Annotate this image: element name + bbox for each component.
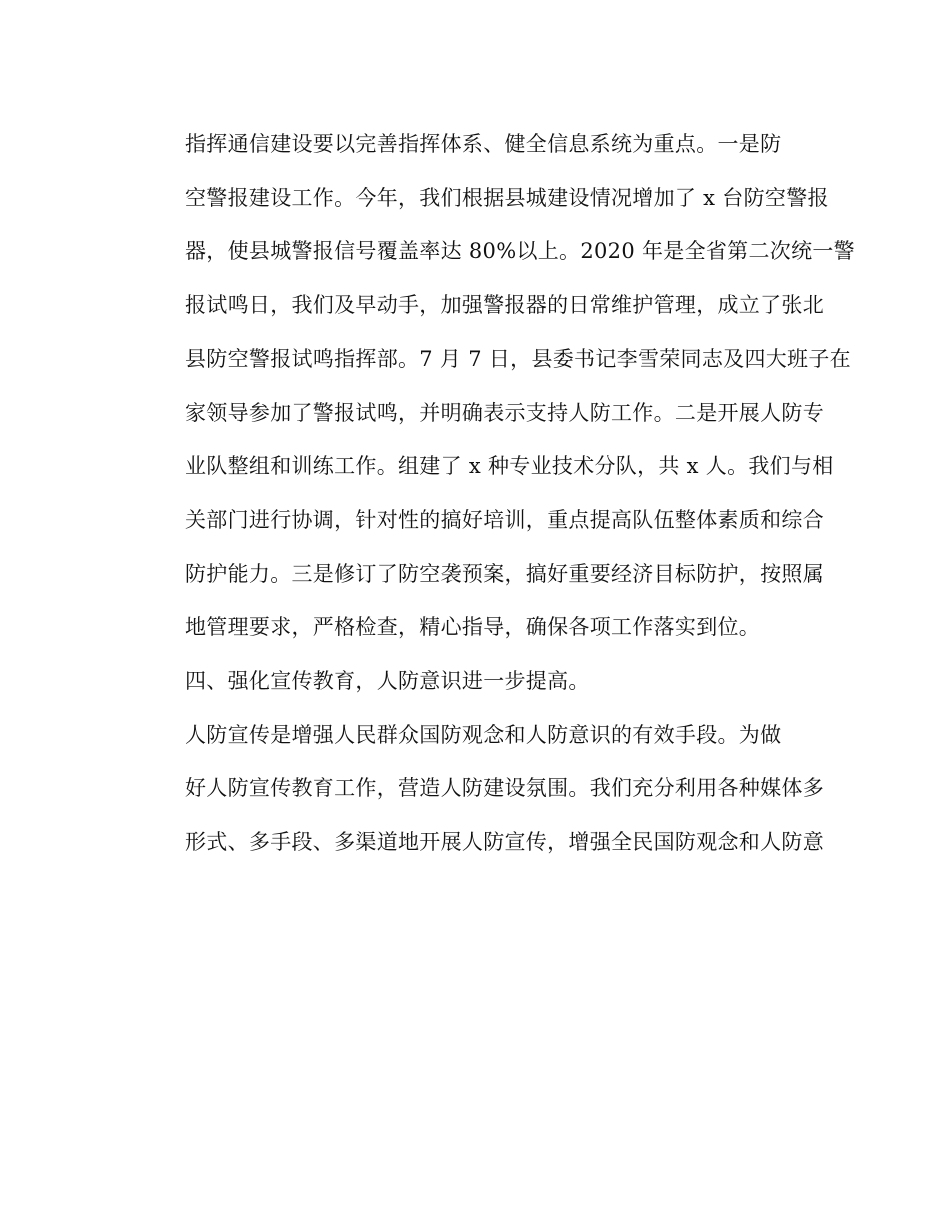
text-line: 空警报建设工作。今年，我们根据县城建设情况增加了 x 台防空警报 [185, 185, 829, 210]
text-line: 家领导参加了警报试鸣，并明确表示支持人防工作。二是开展人防专 [185, 400, 824, 425]
text-line: 报试鸣日，我们及早动手，加强警报器的日常维护管理，成立了张北 [185, 293, 824, 318]
text-line: 好人防宣传教育工作，营造人防建设氛围。我们充分利用各种媒体多 [185, 776, 824, 801]
document-body [143, 118, 855, 870]
section-heading [143, 655, 809, 709]
text-line: 县防空警报试鸣指挥部。7 月 7 日，县委书记李雪荣同志及四大班子在 [185, 346, 851, 371]
text-line: 形式、多手段、多渠道地开展人防宣传，增强全民国防观念和人防意 [185, 830, 824, 855]
text-line: 关部门进行协调，针对性的搞好培训，重点提高队伍整体素质和综合 [185, 507, 824, 532]
text-line: 地管理要求，严格检查，精心指导，确保各项工作落实到位。 [185, 615, 761, 640]
text-line: 器，使县城警报信号覆盖率达 80%以上。2020 年是全省第二次统一警 [185, 239, 855, 264]
text-line: 防护能力。三是修订了防空袭预案，搞好重要经济目标防护，按照属 [185, 561, 824, 586]
heading-line: 四、强化宣传教育，人防意识进一步提高。 [185, 669, 590, 694]
text-line: 人防宣传是增强人民群众国防观念和人防意识的有效手段。为做 [185, 722, 782, 747]
paragraph-publicity [143, 709, 824, 870]
text-line: 业队整组和训练工作。组建了 x 种专业技术分队，共 x 人。我们与相 [185, 454, 834, 479]
paragraph-command-communication [143, 118, 855, 655]
text-line: 指挥通信建设要以完善指挥体系、健全信息系统为重点。一是防 [185, 132, 782, 156]
